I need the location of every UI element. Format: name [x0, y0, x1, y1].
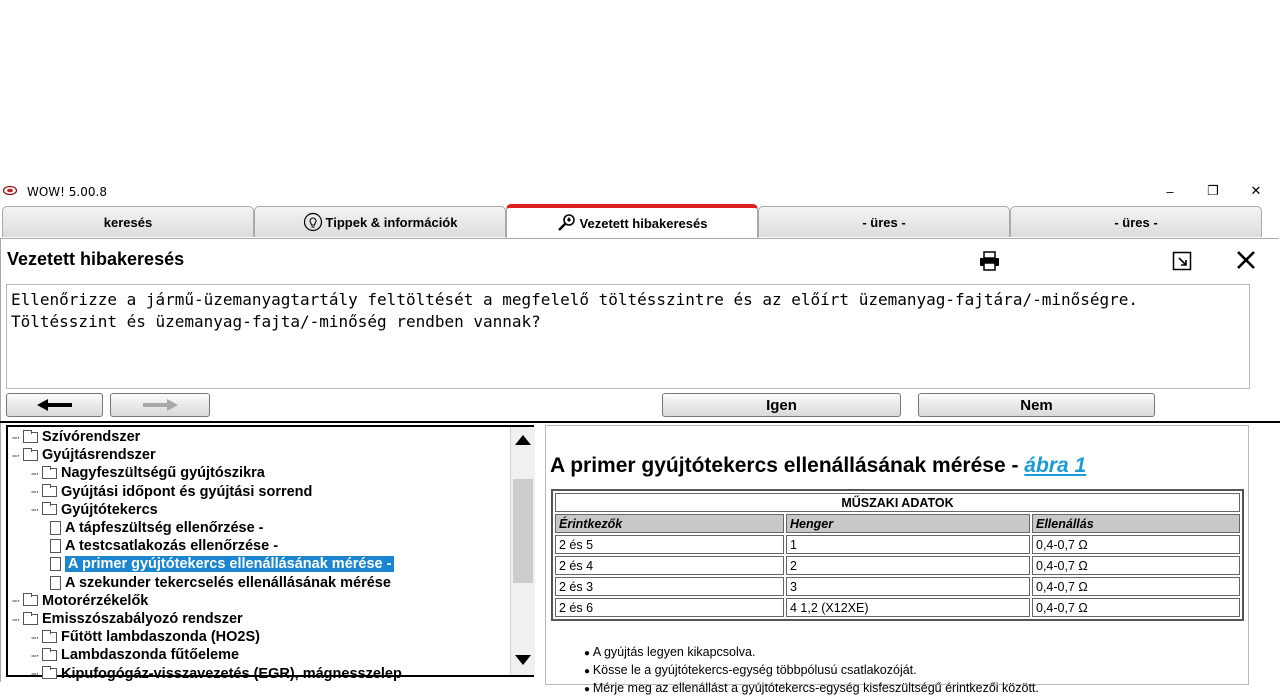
- back-button[interactable]: [6, 393, 103, 417]
- table-cell: 3: [786, 577, 1030, 596]
- tab-empty-2[interactable]: [1010, 206, 1262, 237]
- column-header: Henger: [786, 514, 1030, 533]
- table-row: [555, 577, 1240, 596]
- tree-item-label: Gyújtótekercs: [61, 501, 158, 518]
- expander-icon[interactable]: −·: [12, 596, 21, 607]
- table-cell: 2: [786, 556, 1030, 575]
- close-panel-icon[interactable]: [1236, 250, 1256, 270]
- lightbulb-icon: [303, 212, 323, 232]
- tree-item[interactable]: [12, 592, 148, 610]
- tree-item-label: Emisszószabályozó rendszer: [42, 611, 243, 627]
- column-header: Érintkezők: [555, 514, 784, 533]
- document-icon: [50, 557, 61, 571]
- tree-item-label: Szívórendszer: [42, 429, 141, 445]
- column-header: Ellenállás: [1032, 514, 1240, 533]
- tree-item-label: Kipufogógáz-visszavezetés (EGR), mágnesszelep: [61, 665, 402, 682]
- scroll-thumb[interactable]: [513, 479, 533, 583]
- tree-scrollbar[interactable]: [510, 427, 535, 675]
- expander-icon[interactable]: −·: [31, 650, 40, 661]
- tree-item-label: Lambdaszonda fűtőeleme: [61, 647, 240, 664]
- table-cell: 1: [786, 535, 1030, 554]
- table-cell: 2 és 5: [555, 535, 784, 554]
- expander-icon[interactable]: −·: [12, 614, 21, 625]
- table-cell: 0,4-0,7 Ω: [1032, 556, 1240, 575]
- tab-label: Vezetett hibakeresés: [579, 215, 708, 231]
- table-cell: 4 1,2 (X12XE): [786, 598, 1030, 617]
- scroll-down-icon[interactable]: [515, 655, 531, 665]
- close-window-button[interactable]: ✕: [1250, 183, 1262, 198]
- tree-item[interactable]: [31, 665, 402, 683]
- tab-guided-diagnostics[interactable]: [506, 204, 758, 238]
- expander-icon[interactable]: −·: [31, 468, 40, 479]
- table-cell: 2 és 3: [555, 577, 784, 596]
- table-cell: 0,4-0,7 Ω: [1032, 598, 1240, 617]
- tab-search[interactable]: [2, 206, 254, 237]
- panel-title: Vezetett hibakeresés: [7, 249, 185, 269]
- folder-icon: [23, 432, 38, 443]
- tree-item[interactable]: [12, 446, 156, 464]
- expander-icon[interactable]: −·: [12, 432, 21, 443]
- tree-item-label: Nagyfeszültségű gyújtószikra: [61, 465, 265, 482]
- title-bar: [0, 180, 1280, 204]
- folder-icon: [23, 595, 38, 606]
- document-icon: [50, 539, 61, 553]
- arrow-left-icon: [36, 398, 74, 412]
- tree-item[interactable]: [12, 428, 140, 446]
- tab-label: Tippek & információk: [325, 214, 458, 230]
- folder-icon: [42, 668, 57, 679]
- app-icon: [3, 186, 17, 195]
- expander-icon[interactable]: −·: [31, 669, 40, 680]
- divider: [0, 421, 1280, 423]
- no-button[interactable]: Nem: [918, 393, 1155, 417]
- table-cell: 0,4-0,7 Ω: [1032, 535, 1240, 554]
- tree-item[interactable]: [50, 519, 264, 537]
- list-item: ● A gyújtás legyen kikapcsolva.: [584, 644, 1039, 662]
- tree-item-label: Fűtött lambdaszonda (HO2S): [61, 629, 260, 646]
- expander-icon[interactable]: −·: [31, 632, 40, 643]
- tree-view[interactable]: [6, 425, 534, 682]
- tab-label: - üres -: [862, 214, 906, 230]
- folder-icon: [42, 504, 57, 515]
- list-item: ● Mérje meg az ellenállást a gyújtótekercs-egység kisfeszültségű érintkezői között.: [584, 680, 1039, 698]
- minimize-button[interactable]: –: [1166, 183, 1174, 199]
- tree-item-label: A testcsatlakozás ellenőrzése -: [65, 538, 279, 555]
- forward-button[interactable]: [110, 393, 210, 417]
- table-row: [555, 556, 1240, 575]
- folder-icon: [42, 632, 57, 643]
- document-icon: [50, 576, 61, 590]
- table-cell: 0,4-0,7 Ω: [1032, 577, 1240, 596]
- folder-icon: [23, 614, 38, 625]
- tree-item-label: Motorérzékelők: [42, 592, 149, 609]
- expander-icon[interactable]: −·: [31, 487, 40, 498]
- scroll-up-icon[interactable]: [515, 435, 531, 445]
- tab-label: keresés: [103, 214, 153, 230]
- folder-icon: [23, 450, 38, 461]
- tree-item[interactable]: [31, 464, 265, 482]
- specs-table: [551, 489, 1244, 621]
- tree-item-label: Gyújtási időpont és gyújtási sorrend: [61, 483, 313, 500]
- tree-item[interactable]: [12, 610, 243, 628]
- tab-empty-1[interactable]: [758, 206, 1010, 237]
- window-title: WOW! 5.00.8: [27, 185, 107, 199]
- tree-item[interactable]: [31, 628, 260, 646]
- table-cell: 2 és 4: [555, 556, 784, 575]
- expander-icon[interactable]: −·: [12, 450, 21, 461]
- yes-button[interactable]: Igen: [662, 393, 901, 417]
- table-cell: 2 és 6: [555, 598, 784, 617]
- arrow-right-icon: [141, 398, 179, 412]
- tree-item-label: A tápfeszültség ellenőrzése -: [65, 520, 264, 536]
- table-caption: MŰSZAKI ADATOK: [555, 493, 1240, 512]
- table-row: [555, 598, 1240, 617]
- document-heading: [550, 454, 1086, 478]
- tab-tips[interactable]: [254, 206, 506, 237]
- folder-icon: [42, 486, 57, 497]
- instruction-list: [584, 644, 1039, 698]
- tree-item-label: Gyújtásrendszer: [42, 447, 156, 464]
- printer-icon[interactable]: [979, 251, 1000, 271]
- restore-button[interactable]: ❐: [1207, 183, 1219, 198]
- document-pane: [545, 425, 1249, 695]
- figure-link[interactable]: ábra 1: [1024, 454, 1087, 477]
- tab-label: - üres -: [1114, 214, 1158, 230]
- expand-icon[interactable]: [1172, 251, 1193, 271]
- folder-icon: [42, 468, 57, 479]
- expander-icon[interactable]: −·: [31, 505, 40, 516]
- tree-item[interactable]: [31, 483, 312, 501]
- tree-item-label: A primer gyújtótekercs ellenállásának mérése -: [65, 556, 394, 572]
- tree-item-label: A szekunder tekercselés ellenállásának mérése: [65, 574, 391, 591]
- document-icon: [50, 521, 61, 535]
- list-item: ● Kösse le a gyújtótekercs-egység többpólusú csatlakozóját.: [584, 662, 1039, 680]
- document-heading-text: A primer gyújtótekercs ellenállásának mérése -: [550, 454, 1025, 477]
- table-row: [555, 535, 1240, 554]
- tab-bar: [0, 204, 1280, 239]
- tree-item[interactable]: [31, 646, 239, 664]
- wrench-magnifier-icon: [557, 213, 577, 233]
- tree-item[interactable]: [50, 537, 278, 555]
- tree-item[interactable]: [50, 555, 394, 573]
- question-text: Ellenőrizze a jármű-üzemanyagtartály feltöltését a megfelelő töltésszintre és az előírt üzemanyag-fajtára/-minőségre. Töltésszint és üzemanyag-fajta/-minőség rendben vannak?: [6, 284, 1250, 389]
- folder-icon: [42, 650, 57, 661]
- tree-item[interactable]: [31, 501, 158, 519]
- tree-item[interactable]: [50, 574, 391, 592]
